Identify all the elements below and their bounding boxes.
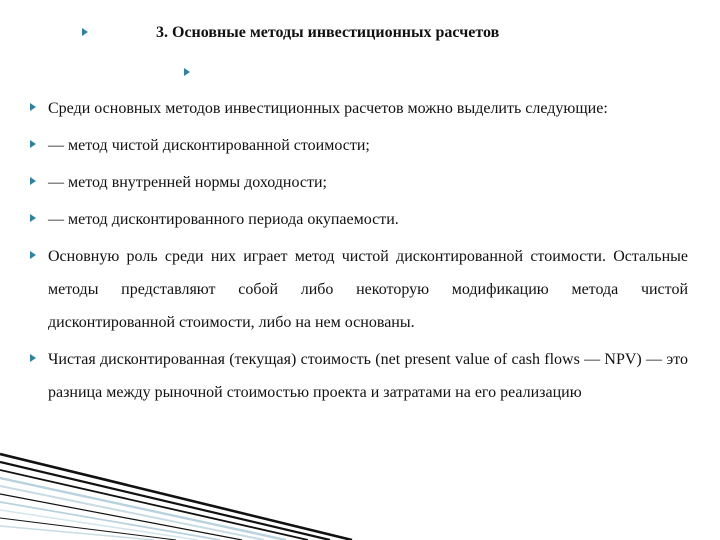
bullet-marker xyxy=(30,92,48,125)
triangle-bullet-icon xyxy=(30,251,36,259)
triangle-bullet-icon xyxy=(30,177,36,185)
bullet-marker xyxy=(30,129,48,162)
list-item xyxy=(30,203,688,236)
triangle-bullet-icon xyxy=(30,140,36,148)
decorative-line xyxy=(0,462,330,540)
list-item-text: — метод чистой дисконтированной стоимости; xyxy=(48,137,370,154)
list-item xyxy=(30,129,688,162)
triangle-bullet-icon xyxy=(30,214,36,222)
triangle-bullet-icon xyxy=(30,103,36,111)
decorative-line xyxy=(0,486,264,540)
decorative-line xyxy=(0,470,308,540)
bullet-marker xyxy=(30,343,48,409)
decorative-line xyxy=(0,510,198,540)
title-row xyxy=(0,18,720,48)
decorative-line xyxy=(0,478,286,540)
decorative-line xyxy=(0,518,176,540)
list-item xyxy=(30,92,688,125)
decorative-line xyxy=(0,526,154,540)
decorative-line xyxy=(0,454,352,540)
slide-title: 3. Основные методы инвестиционных расчетов xyxy=(156,24,500,41)
slide-content xyxy=(30,92,688,413)
list-item-text: Чистая дисконтированная (текущая) стоимость (net present value of cash flows — NPV) — это разница между рыночной стоимостью проекта и затратами на его реализацию xyxy=(48,351,688,401)
bullet-marker xyxy=(30,166,48,199)
bullet-marker xyxy=(30,203,48,236)
list-item-text: — метод внутренней нормы доходности; xyxy=(48,174,327,191)
list-item-text: Среди основных методов инвестиционных расчетов можно выделить следующие: xyxy=(48,100,608,117)
triangle-bullet-icon xyxy=(30,354,36,362)
list-item xyxy=(30,166,688,199)
decorative-line xyxy=(0,494,242,540)
list-item xyxy=(30,343,688,409)
corner-line-group xyxy=(0,454,352,540)
list-item-text: Основную роль среди них играет метод чистой дисконтированной стоимости. Остальные методы представляют собой либо некоторую модификацию метода чистой дисконтированной стоимости, либо на нем основаны. xyxy=(48,248,688,331)
triangle-bullet-icon xyxy=(82,28,88,36)
bullet-marker xyxy=(30,240,48,339)
list-item xyxy=(30,240,688,339)
decorative-line xyxy=(0,502,220,540)
list-item-text: — метод дисконтированного периода окупаемости. xyxy=(48,211,399,228)
triangle-bullet-icon xyxy=(184,68,190,76)
